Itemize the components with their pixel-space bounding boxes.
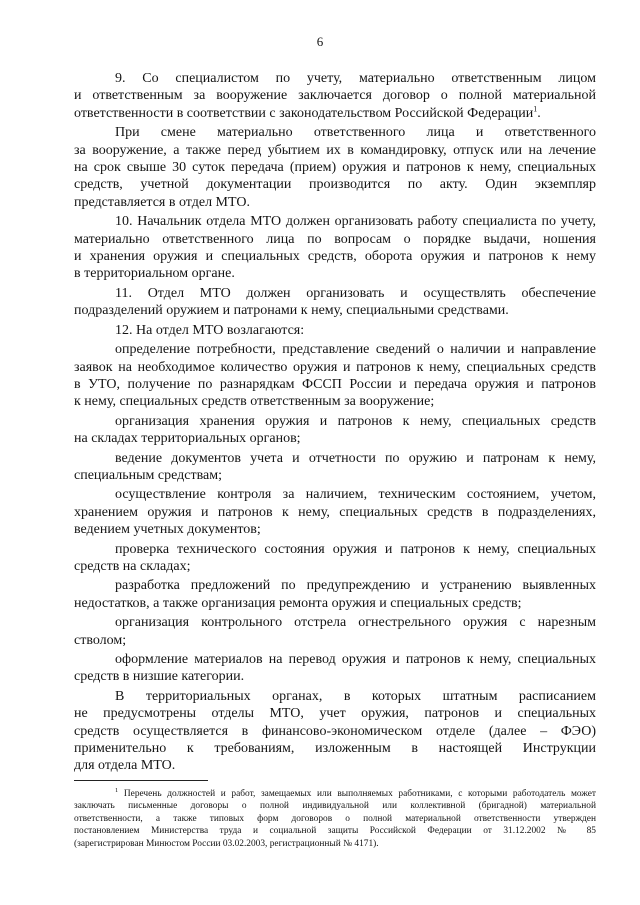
paragraph: [74, 541, 596, 576]
text-line: не предусмотрены отделы МТО, учет оружия, патронов и специальных: [74, 706, 596, 722]
text-line: осуществление контроля за наличием, техническим состоянием, учетом,: [115, 487, 596, 503]
text-line: организация контрольного отстрела огнестрельного оружия с нарезным: [115, 615, 596, 631]
text-line: 12. На отдел МТО возлагаются:: [115, 322, 305, 338]
text-line: представляется в отдел МТО.: [74, 194, 250, 210]
text-line: специальным средствам;: [74, 467, 222, 483]
paragraph: [74, 486, 596, 538]
text-line: средств на складах;: [74, 558, 191, 574]
paragraph: [74, 651, 596, 686]
footnote-line: постановлением Министерства труда и социальной защиты Российской Федерации от 31.12.2002 № 85: [74, 826, 596, 837]
paragraph: [74, 341, 596, 411]
text-line: средств, учетной документации производится по акту. Один экземпляр: [74, 177, 596, 193]
text-line: применительно к требованиям, изложенным в настоящей Инструкции: [74, 741, 596, 757]
paragraph: [74, 577, 596, 612]
footnote-line: ответственности, а также типовых форм договоров о полной материальной ответственности утвержден: [74, 813, 596, 824]
text-line: оформление материалов на перевод оружия и патронов к нему, специальных: [115, 652, 596, 667]
text-line: хранением оружия и патронов к нему, специальных средств в подразделениях,: [74, 504, 596, 520]
text-line: и хранения оружия и специальных средств, оборота оружия и патронов к нему: [74, 249, 596, 265]
text-line: на складах территориальных органов;: [74, 431, 301, 447]
text-line: и ответственным за вооружение заключается договор о полной материальной: [74, 88, 596, 104]
text-line: средств осуществляется в финансово-экономическом отделе (далее – ФЭО): [74, 723, 596, 739]
footnote-ref-wrap: [533, 106, 541, 121]
text-line: для отдела МТО.: [74, 758, 176, 774]
text-line: материально ответственного лица по вопросам о порядке выдачи, ношения: [74, 231, 596, 247]
document-body: [74, 70, 596, 775]
text-line: на срок свыше 30 суток передача (прием) оружия и патронов к нему, специальных: [74, 160, 596, 176]
paragraph: [74, 450, 596, 485]
footnote-line: [74, 788, 596, 800]
text-line: средств в низшие категории.: [74, 669, 245, 685]
footnote-line: (зарегистрирован Минюстом России 03.02.2003, регистрационный № 4171).: [74, 838, 379, 849]
text-line: разработка предложений по предупреждению и устранению выявленных: [115, 578, 596, 594]
text-line: При смене материально ответственного лица и ответственного: [115, 125, 596, 141]
text-line: ведение документов учета и отчетности по оружию и патронам к нему,: [115, 450, 596, 466]
paragraph: [74, 413, 596, 448]
paragraph: [74, 285, 596, 320]
footnote-line: заключать письменные договоры о полной индивидуальной или коллективной (бригадной) материальной: [74, 801, 596, 812]
text-line: заявок на необходимое количество оружия и патронов к нему, специальных средств: [74, 359, 596, 375]
paragraph: [74, 614, 596, 649]
text-line: организация хранения оружия и патронов к нему, специальных средств: [115, 413, 596, 429]
paragraph: [74, 322, 596, 339]
text-line: В территориальных органах, в которых штатным расписанием: [115, 688, 596, 704]
text-line: ответственности в соответствии с законодательством Российской Федерации$^1$.: [74, 104, 541, 121]
paragraph: [74, 688, 596, 775]
footnote: [74, 788, 596, 850]
text-line: определение потребности, представление сведений о наличии и направление: [115, 342, 596, 358]
page-number: 6: [316, 34, 324, 49]
text-line: 10. Начальник отдела МТО должен организовать работу специалиста по учету,: [115, 214, 596, 230]
text-line: 9. Со специалистом по учету, материально ответственным лицом: [115, 71, 596, 86]
footnote-text: Перечень должностей и работ, замещаемых или выполняемых работниками, с которыми работодатель может: [118, 789, 596, 799]
text-line: в территориальном органе.: [74, 266, 235, 282]
footnote-separator: [74, 780, 208, 781]
text-line: проверка технического состояния оружия и патронов к нему, специальных: [115, 541, 596, 557]
text-line: недостатков, а также организация ремонта оружия и специальных средств;: [74, 595, 522, 611]
sentence-end: .: [537, 105, 541, 121]
footnote-reference[interactable]: 1: [533, 104, 538, 114]
paragraph: [74, 70, 596, 122]
text-line: в УТО, получение по разнарядкам ФССП России и передача оружия и патронов: [74, 376, 596, 392]
paragraph: [74, 213, 596, 283]
footnote-marker: 1: [115, 786, 119, 794]
text-line: стволом;: [74, 632, 127, 648]
text-line: 11. Отдел МТО должен организовать и осуществлять обеспечение: [115, 285, 596, 301]
paragraph: [74, 124, 596, 211]
text-line: ведением учетных документов;: [74, 522, 261, 538]
text-line: к нему, специальных средств ответственным за вооружение;: [74, 394, 435, 410]
text-line: подразделений оружием и патронами к нему, специальными средствами.: [74, 303, 509, 319]
text-line: за вооружение, а также перед убытием их в командировку, отпуск или на лечение: [74, 142, 596, 158]
